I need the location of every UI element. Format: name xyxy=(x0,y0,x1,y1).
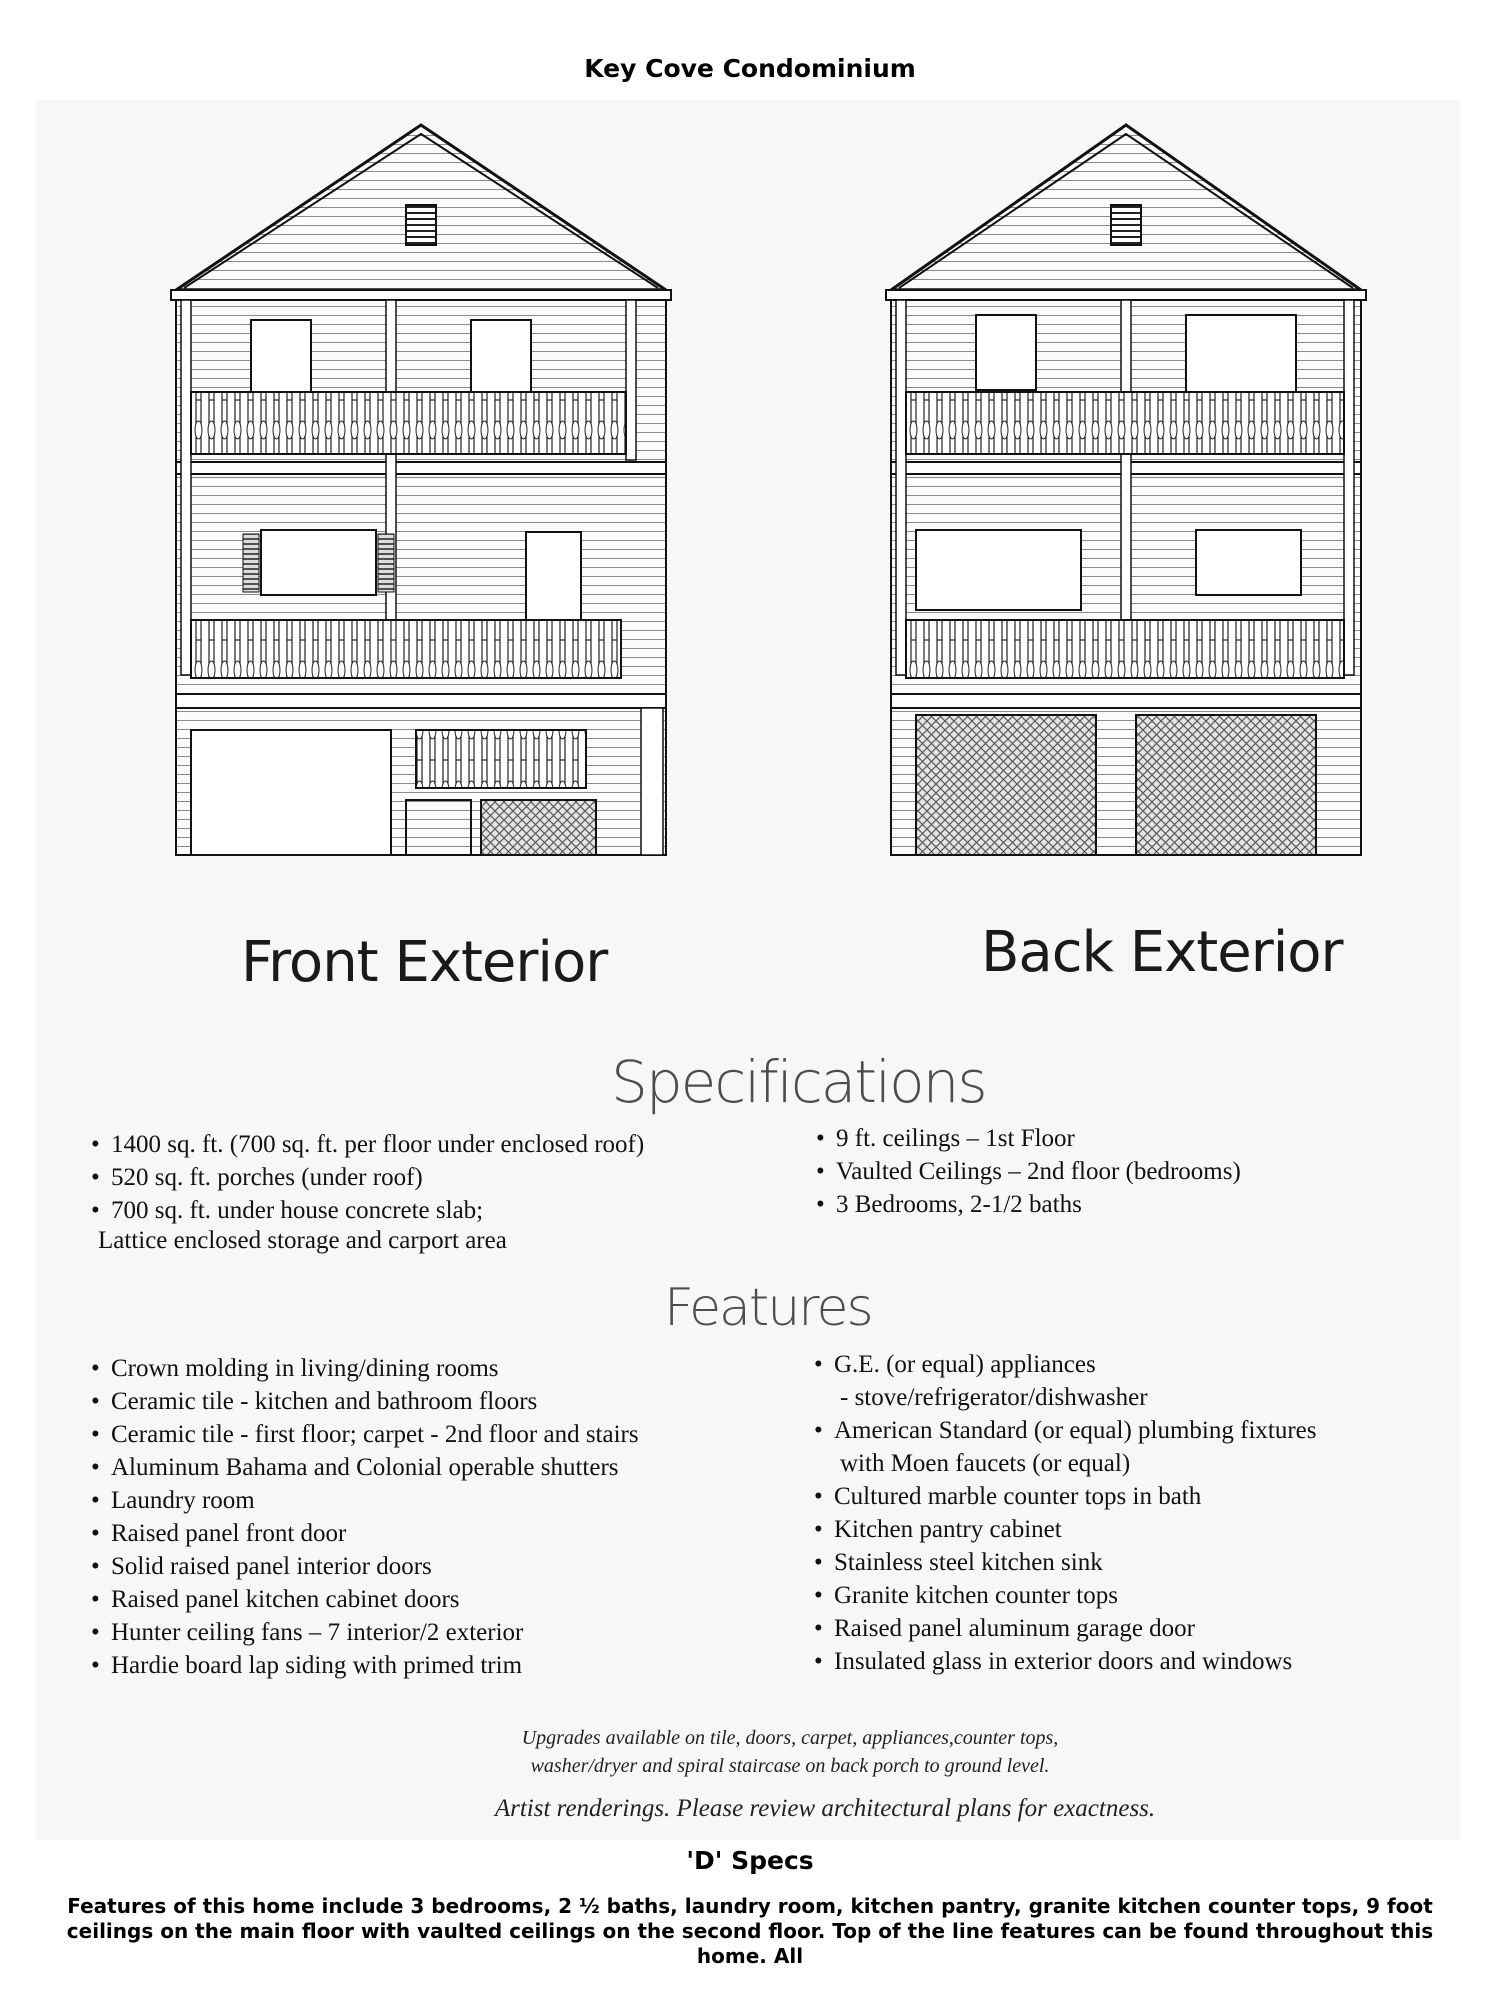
feature-item: • Raised panel aluminum garage door xyxy=(814,1612,1434,1645)
upgrade-note-line: Upgrades available on tile, doors, carpet, appliances,counter tops, xyxy=(521,1727,1059,1749)
feature-item: • Raised panel kitchen cabinet doors xyxy=(91,1583,811,1616)
spec-item-continuation: Lattice enclosed storage and carport area xyxy=(98,1227,507,1254)
brochure-scan xyxy=(36,100,1460,1840)
feature-item xyxy=(814,1414,1434,1480)
feature-item-subtext: with Moen faucets (or equal) xyxy=(840,1450,1131,1477)
artist-note: Artist renderings. Please review architectural plans for exactness. xyxy=(494,1795,1156,1822)
features-list-left xyxy=(91,1352,811,1682)
feature-item: • Ceramic tile - first floor; carpet - 2nd floor and stairs xyxy=(91,1418,811,1451)
features-heading: Features xyxy=(664,1278,872,1338)
back-exterior-label: Back Exterior xyxy=(981,920,1343,985)
specifications-list-left xyxy=(91,1128,831,1227)
elevation-drawings xyxy=(36,100,1460,920)
features-list-right xyxy=(814,1348,1434,1678)
specifications-list-right xyxy=(816,1122,1416,1221)
feature-item: • Laundry room xyxy=(91,1484,811,1517)
feature-item: • Kitchen pantry cabinet xyxy=(814,1513,1434,1546)
feature-item: • Aluminum Bahama and Colonial operable shutters xyxy=(91,1451,811,1484)
feature-item: • Raised panel front door xyxy=(91,1517,811,1550)
spec-item: • 9 ft. ceilings – 1st Floor xyxy=(816,1122,1416,1155)
upgrade-note xyxy=(200,1724,1380,1780)
feature-item: • Crown molding in living/dining rooms xyxy=(91,1352,811,1385)
spec-item: • 1400 sq. ft. (700 sq. ft. per floor under enclosed roof) xyxy=(91,1128,831,1161)
feature-item: • Hardie board lap siding with primed trim xyxy=(91,1649,811,1682)
feature-item: • Granite kitchen counter tops xyxy=(814,1579,1434,1612)
feature-item: • Cultured marble counter tops in bath xyxy=(814,1480,1434,1513)
specs-description: Features of this home include 3 bedrooms, 2 ½ baths, laundry room, kitchen pantry, granite kitchen counter tops, 9 foot ceilings on the main floor with vaulted ceilings on the second floor. Top of the line features can be found throughout this home. All xyxy=(66,1894,1434,1968)
spec-item: • 700 sq. ft. under house concrete slab; xyxy=(91,1194,831,1227)
upgrade-note-line: washer/dryer and spiral staircase on back porch to ground level. xyxy=(530,1755,1050,1777)
feature-item: • Hunter ceiling fans – 7 interior/2 exterior xyxy=(91,1616,811,1649)
specifications-heading: Specifications xyxy=(611,1048,986,1116)
feature-item: • Stainless steel kitchen sink xyxy=(814,1546,1434,1579)
spec-item: • 520 sq. ft. porches (under roof) xyxy=(91,1161,831,1194)
feature-item-text: G.E. (or equal) appliances xyxy=(834,1351,1096,1378)
back-elevation-drawing xyxy=(886,125,1366,855)
feature-item-subtext: - stove/refrigerator/dishwasher xyxy=(840,1384,1148,1411)
spec-item: • 3 Bedrooms, 2-1/2 baths xyxy=(816,1188,1416,1221)
spec-item: • Vaulted Ceilings – 2nd floor (bedrooms) xyxy=(816,1155,1416,1188)
feature-item: • Insulated glass in exterior doors and windows xyxy=(814,1645,1434,1678)
feature-item-text: American Standard (or equal) plumbing fixtures xyxy=(834,1417,1317,1444)
specs-title: 'D' Specs xyxy=(686,1846,814,1875)
page-title: Key Cove Condominium xyxy=(584,54,916,83)
front-elevation-drawing xyxy=(171,125,671,855)
feature-item: • Ceramic tile - kitchen and bathroom floors xyxy=(91,1385,811,1418)
feature-item xyxy=(814,1348,1434,1414)
front-exterior-label: Front Exterior xyxy=(241,930,608,995)
feature-item: • Solid raised panel interior doors xyxy=(91,1550,811,1583)
